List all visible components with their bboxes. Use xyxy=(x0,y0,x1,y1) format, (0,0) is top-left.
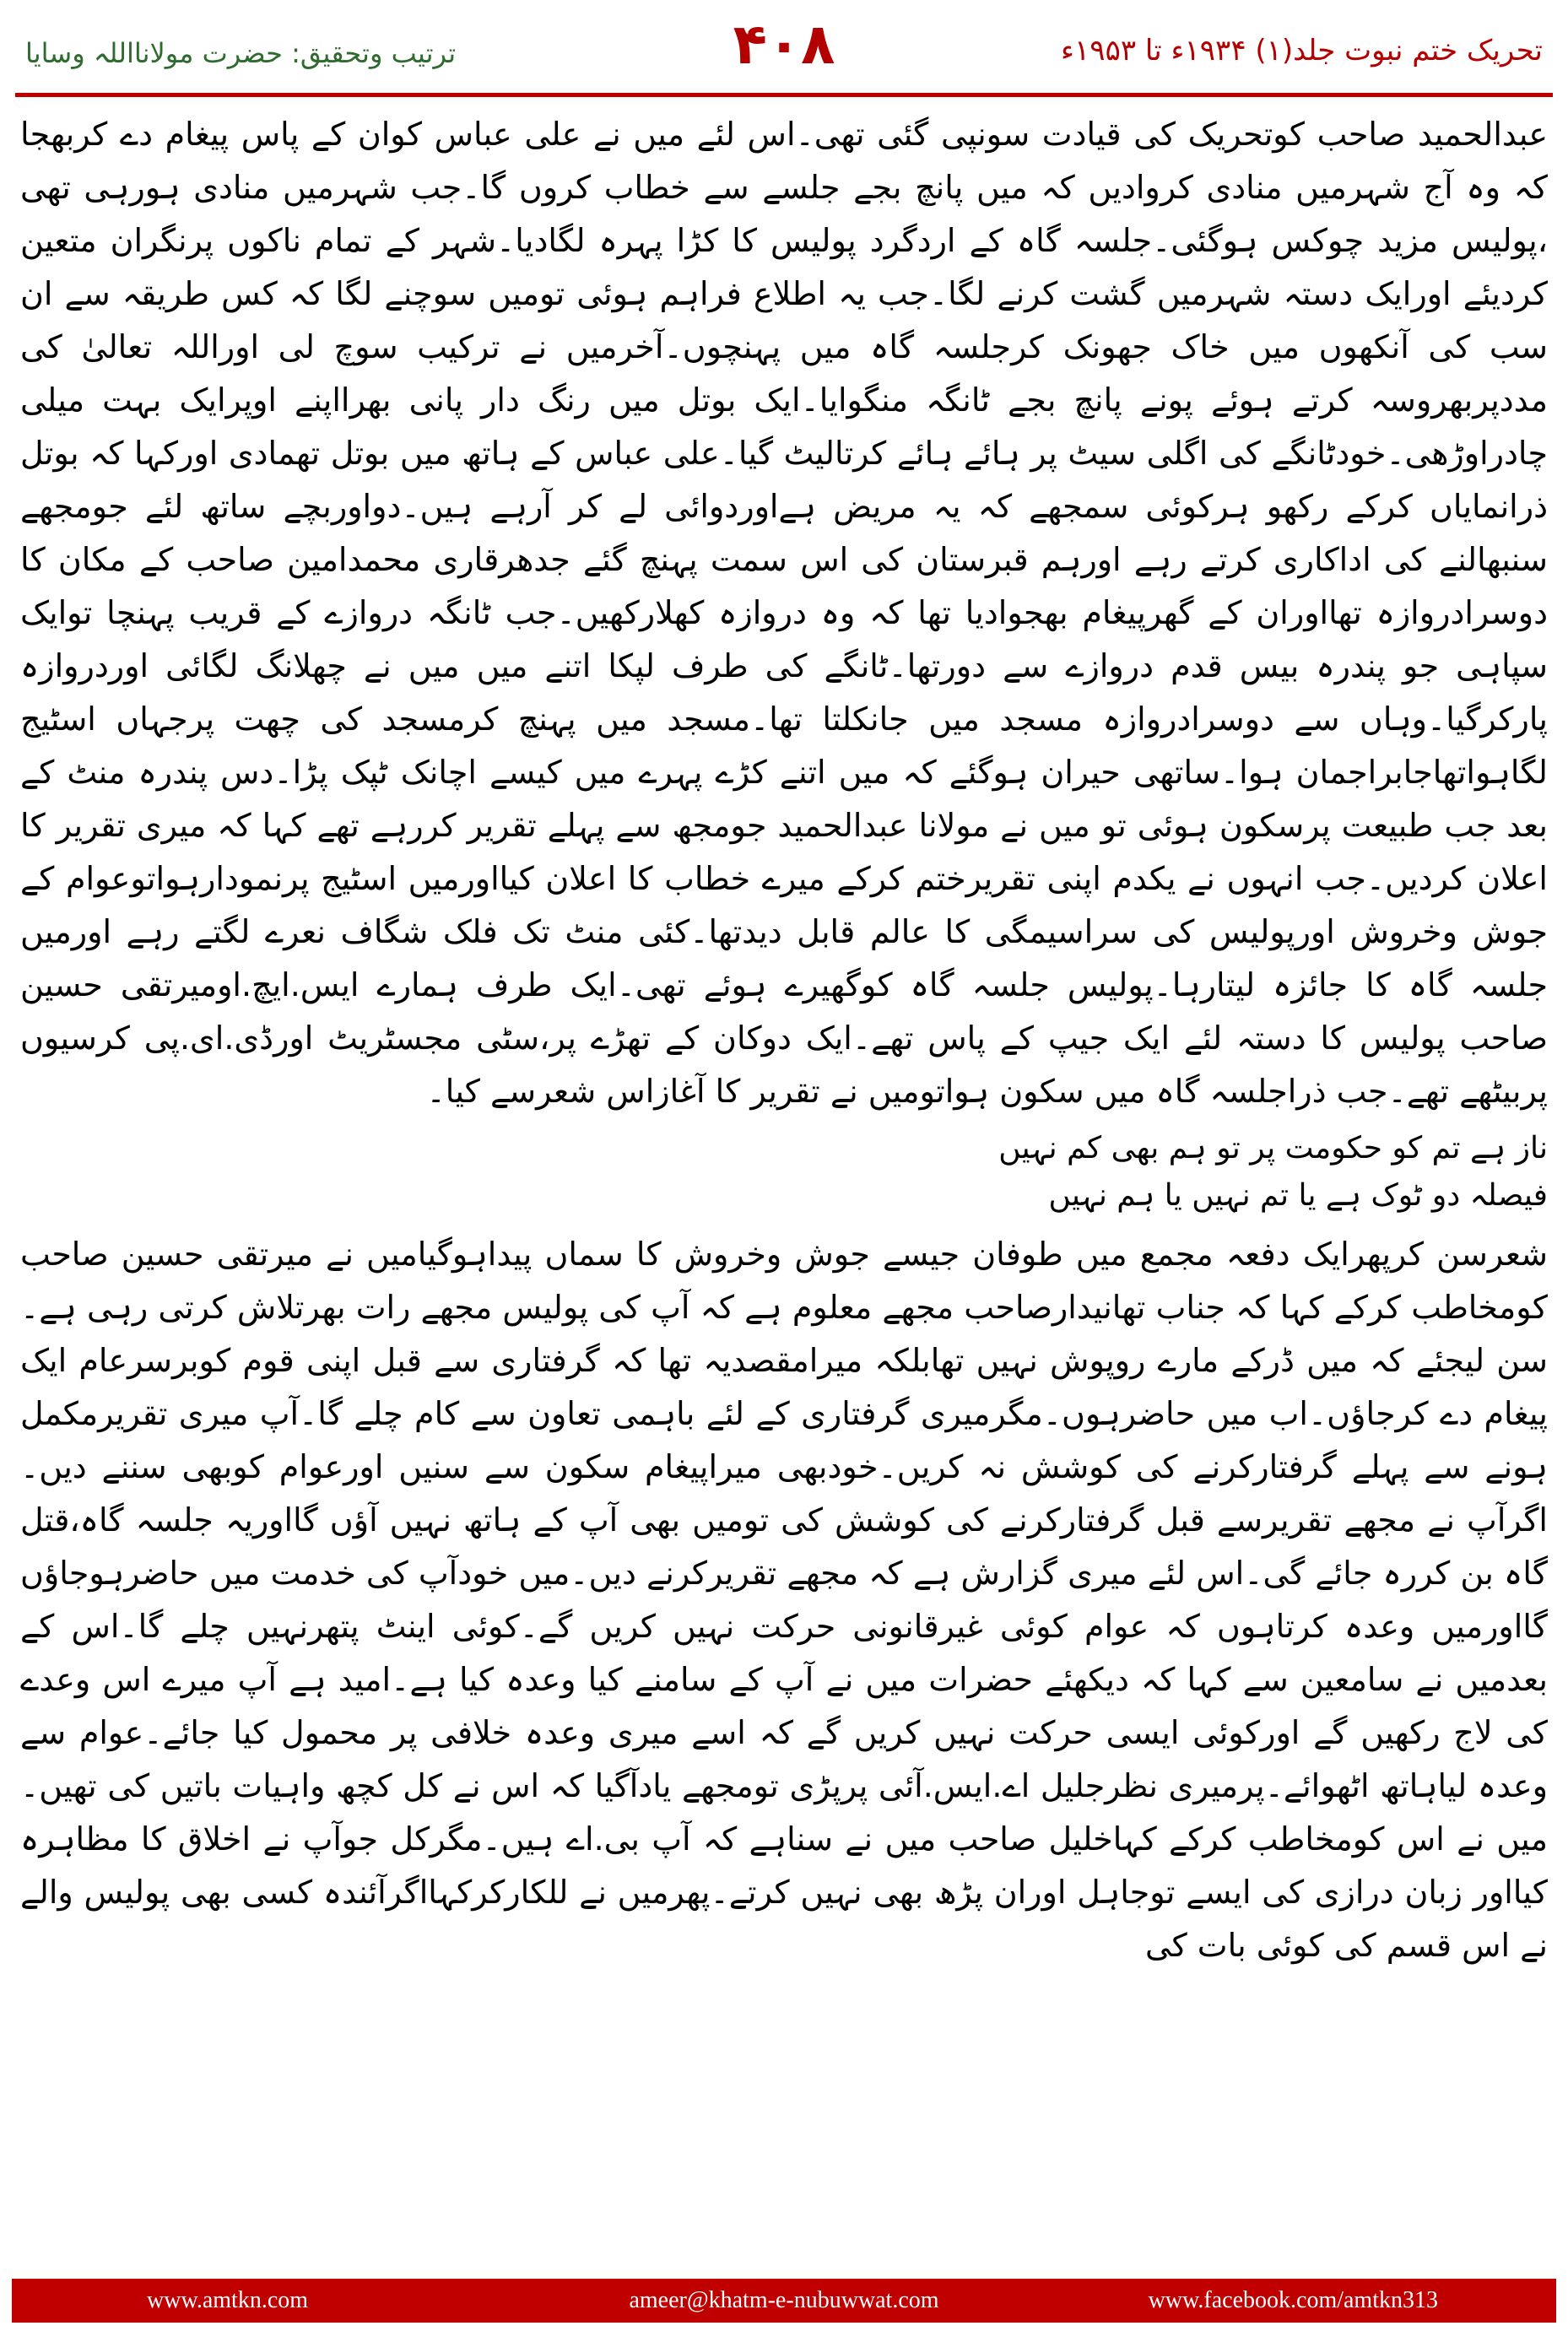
poem-line-2: فیصلہ دو ٹوک ہے یا تم نہیں یا ہم نہیں xyxy=(1048,1178,1548,1213)
email-link[interactable]: ameer@khatm-e-nubuwwat.com xyxy=(629,2287,939,2313)
paragraph-1: عبدالحمید صاحب کوتحریک کی قیادت سونپی گئی تھی۔اس لئے میں نے علی عباس کوان کے پاس پیغام دے کربھجا کہ وہ آج شہرمیں منادی کروادیں کہ میں پانچ بجے جلسے سے خطاب کروں گا۔جب شہرمیں منادی ہورہی تھی ،پولیس مزید چوکس ہوگئی۔جلسہ گاہ کے اردگرد پولیس کا کڑا پہرہ لگادیا۔شہر کے تمام ناکوں پرنگران متعین کردیئے اورایک دستہ شہرمیں گشت کرنے لگا۔جب یہ اطلاع فراہم ہوئی تومیں سوچنے لگا کہ کس طریقہ سے ان سب کی آنکھوں میں خاک جھونک کرجلسہ گاہ میں پہنچوں۔آخرمیں نے ترکیب سوچ لی اوراللہ تعالیٰ کی مددپربھروسہ کرتے ہوئے پونے پانچ بجے ٹانگہ منگوایا۔ایک بوتل میں رنگ دار پانی بھرااپنے اوپرایک بہت میلی چادراوڑھی۔خودٹانگے کی اگلی سیٹ پر ہائے ہائے کرتالیٹ گیا۔علی عباس کے ہاتھ میں بوتل تھمادی اورکہا کہ بوتل ذرانمایاں کرکے رکھو ہرکوئی سمجھے کہ یہ مریض ہےاوردوائی لے کر آرہے ہیں۔دواوربچے ساتھ لئے جومجھے سنبھالنے کی اداکاری کرتے رہے اورہم قبرستان کی اس سمت پہنچ گئے جدھرقاری محمدامین صاحب کے مکان کا دوسرادروازہ تھااوران کے گھرپیغام بھجوادیا تھا کہ وہ دروازہ کھلارکھیں۔جب ٹانگہ دروازے کے قریب پہنچا توایک سپاہی جو پندرہ بیس قدم دروازے سے دورتھا۔ٹانگے کی طرف لپکا اتنے میں میں نے چھلانگ لگائی اوردروازہ پارکرگیا۔وہاں سے دوسرادروازہ مسجد میں جانکلتا تھا۔مسجد میں پہنچ کرمسجد کی چھت پرجہاں اسٹیج لگاہواتھاجابراجمان ہوا۔ساتھی حیران ہوگئے کہ میں اتنے کڑے پہرے میں کیسے اچانک ٹپک پڑا۔دس پندرہ منٹ کے بعد جب طبیعت پرسکون ہوئی تو میں نے مولانا عبدالحمید جومجھ سے پہلے تقریر کررہے تھے کہا کہ میری تقریر کا اعلان کردیں۔جب انہوں نے یکدم اپنی تقریرختم کرکے میرے خطاب کا اعلان کیااورمیں اسٹیج پرنمودارہواتوعوام کے جوش وخروش اورپولیس کی سراسیمگی کا عالم قابل دیدتھا۔کئی منٹ تک فلک شگاف نعرے لگتے رہے اورمیں جلسہ گاہ کا جائزہ لیتارہا۔پولیس جلسہ گاہ کوگھیرے ہوئے تھی۔ایک طرف ہمارے ایس.ایچ.اومیرتقی حسین صاحب پولیس کا دستہ لئے ایک جیپ کے پاس تھے۔ایک دوکان کے تھڑے پر،سٹی مجسٹریٹ اورڈی.ای.پی کرسیوں پربیٹھے تھے۔جب ذراجلسہ گاہ میں سکون ہواتومیں نے تقریر کا آغازاس شعرسے کیا۔ xyxy=(20,116,1548,1110)
facebook-link[interactable]: www.facebook.com/amtkn313 xyxy=(1148,2287,1438,2313)
paragraph-2: شعرسن کرپھرایک دفعہ مجمع میں طوفان جیسے جوش وخروش کا سماں پیداہوگیامیں نے میرتقی حسین صاحب کومخاطب کرکے کہا کہ جناب تھانیدارصاحب مجھے معلوم ہے کہ آپ کی پولیس مجھے رات بھرتلاش کرتی رہی ہے۔سن لیجئے کہ میں ڈرکے مارے روپوش نہیں تھابلکہ میرامقصدیہ تھا کہ گرفتاری سے قبل اپنی قوم کوبرسرعام ایک پیغام دے کرجاؤں۔اب میں حاضرہوں۔مگرمیری گرفتاری کے لئے باہمی تعاون سے کام چلے گا۔آپ میری تقریرمکمل ہونے سے پہلے گرفتارکرنے کی کوشش نہ کریں۔خودبھی میراپیغام سکون سے سنیں اورعوام کوبھی سننے دیں۔اگرآپ نے مجھے تقریرسے قبل گرفتارکرنے کی کوشش کی تومیں بھی آپ کے ہاتھ نہیں آؤں گااوریہ جلسہ گاہ،قتل گاہ بن کررہ جائے گی۔اس لئے میری گزارش ہے کہ مجھے تقریرکرنے دیں۔میں خودآپ کی خدمت میں حاضرہوجاؤں گااورمیں وعدہ کرتاہوں کہ عوام کوئی غیرقانونی حرکت نہیں کریں گے۔کوئی اینٹ پتھرنہیں چلے گا۔اس کے بعدمیں نے سامعین سے کہا کہ دیکھئے حضرات میں نے آپ کے سامنے کیا وعدہ کیا ہے۔امید ہے آپ میرے اس وعدے کی لاج رکھیں گے اورکوئی ایسی حرکت نہیں کریں گے کہ اسے میری وعدہ خلافی پر محمول کیا جائے۔عوام سے وعدہ لیاہاتھ اٹھوائے۔پرمیری نظرجلیل اے.ایس.آئی پرپڑی تومجھے یادآگیا کہ اس نے کل کچھ واہیات باتیں کی تھیں۔میں نے اس کومخاطب کرکے کہاخلیل صاحب میں نے سناہے کہ آپ بی.اے ہیں۔مگرکل جوآپ نے اخلاق کا مظاہرہ کیااور زبان درازی کی ایسے توجاہل اوران پڑھ بھی نہیں کرتے۔پھرمیں نے للکارکرکہااگرآئندہ کسی بھی پولیس والے نے اس قسم کی کوئی بات کی xyxy=(20,1236,1548,1964)
page-footer xyxy=(12,2279,1556,2323)
poem-couplet xyxy=(20,1125,1548,1220)
main-text xyxy=(20,108,1548,1972)
page-header xyxy=(0,0,1568,93)
compiler-credit: ترتیب وتحقیق: حضرت مولانااللہ وسایا xyxy=(25,37,457,69)
page-number: ۴۰۸ xyxy=(733,12,835,77)
poem-line-1: ناز ہے تم کو حکومت پر تو ہم بھی کم نہیں xyxy=(998,1131,1548,1166)
header-divider xyxy=(15,93,1553,97)
website-link[interactable]: www.amtkn.com xyxy=(147,2287,309,2313)
book-title: تحریک ختم نبوت جلد(۱) ۱۹۳۴ء تا ۱۹۵۳ء xyxy=(1061,34,1543,68)
